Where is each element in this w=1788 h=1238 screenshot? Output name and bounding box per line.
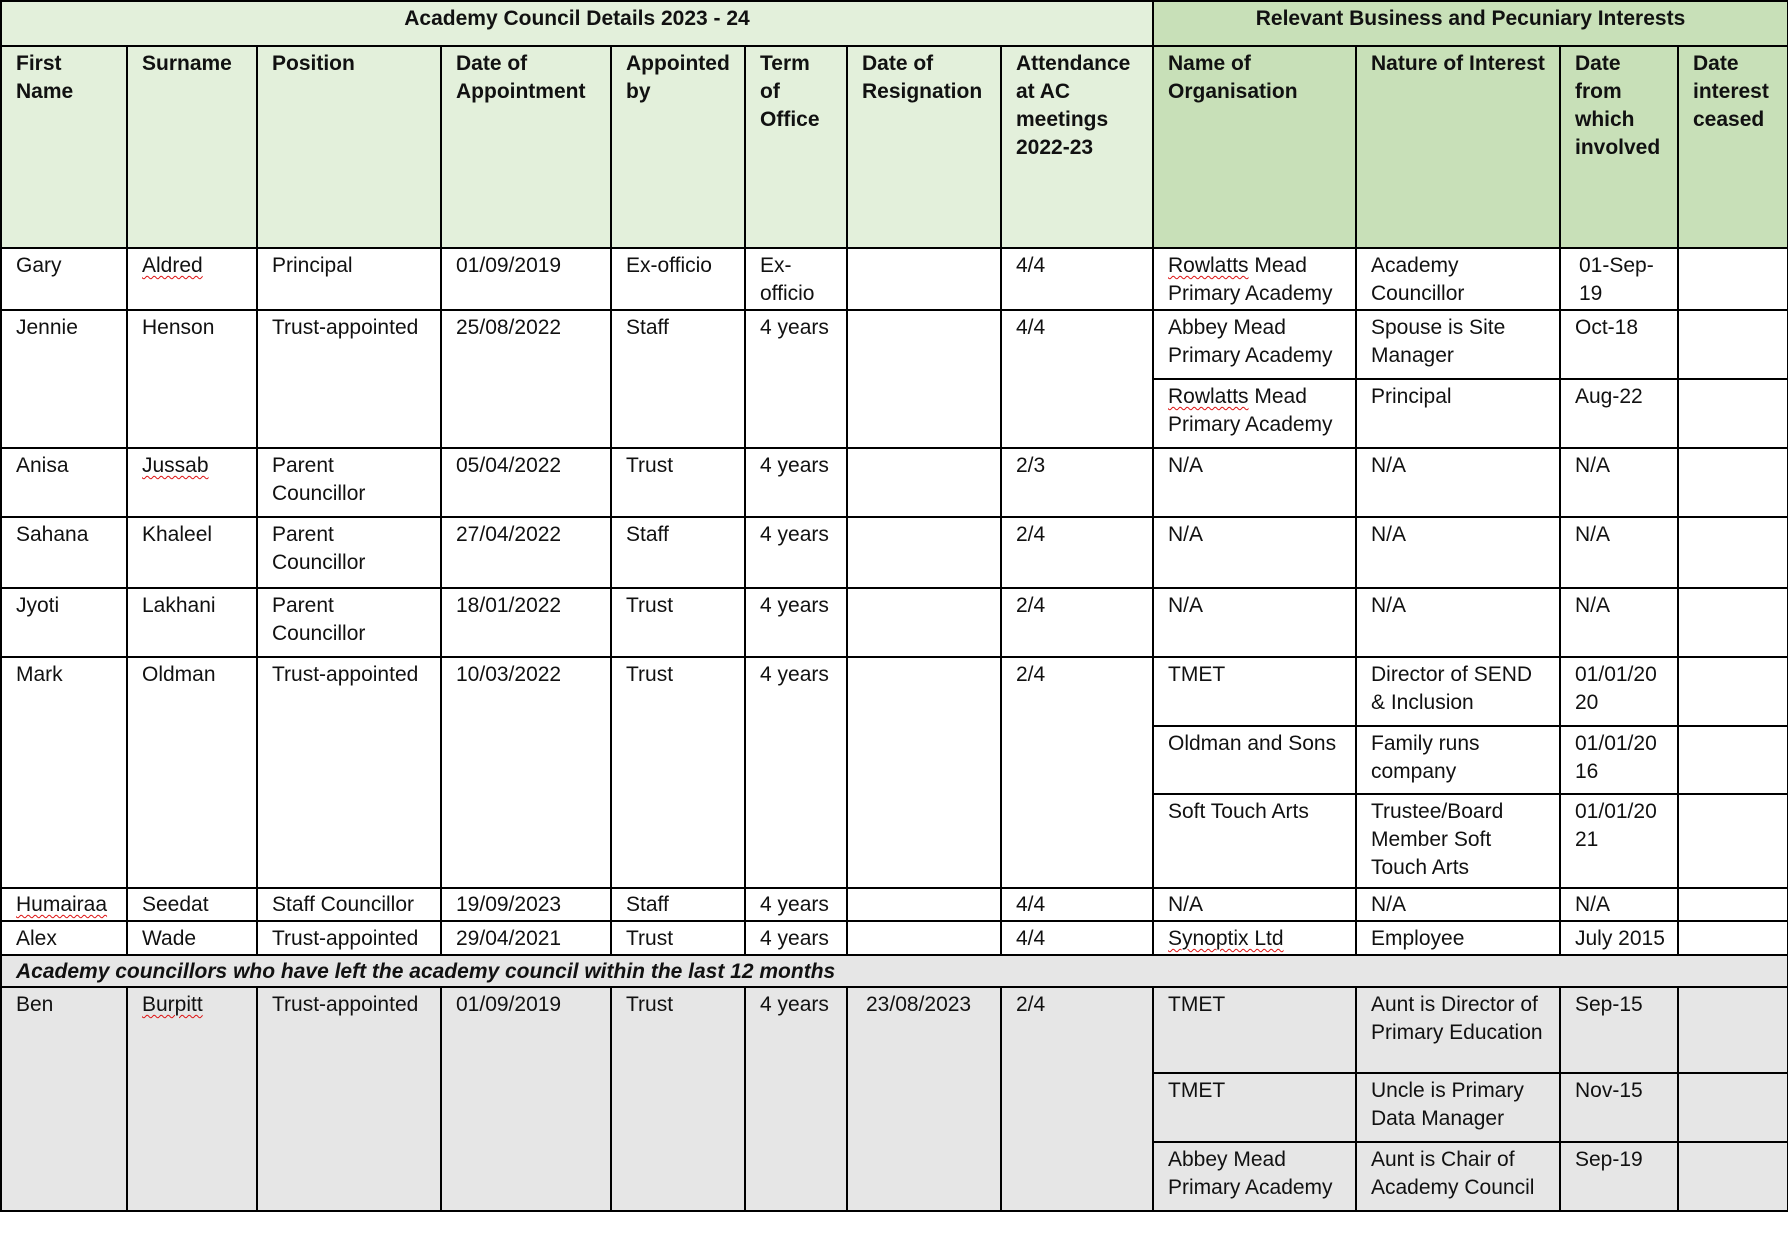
nature-of-interest-cell: Family runs company	[1356, 726, 1560, 794]
nature-of-interest-cell: Spouse is Site Manager	[1356, 310, 1560, 379]
attendance-cell: 2/4	[1001, 588, 1153, 657]
surname-cell: Henson	[127, 310, 257, 448]
nature-of-interest-cell: Principal	[1356, 379, 1560, 448]
organisation-cell: N/A	[1153, 588, 1356, 657]
table-row	[1, 588, 1788, 657]
table-row	[1, 248, 1788, 310]
date-ceased-cell	[1678, 921, 1788, 955]
date-ceased-cell	[1678, 794, 1788, 888]
nature-of-interest-cell: N/A	[1356, 517, 1560, 588]
header-date-of-resignation: Date of Resignation	[847, 46, 1001, 248]
term-of-office-cell: 4 years	[745, 310, 847, 448]
date-of-resignation-cell	[847, 517, 1001, 588]
organisation-cell: N/A	[1153, 888, 1356, 921]
nature-of-interest-cell: Trustee/Board Member Soft Touch Arts	[1356, 794, 1560, 888]
term-of-office-cell: 4 years	[745, 517, 847, 588]
former-members-banner: Academy councillors who have left the academy council within the last 12 months	[1, 955, 1788, 987]
date-from-cell: N/A	[1560, 448, 1678, 517]
term-of-office-cell: 4 years	[745, 448, 847, 517]
date-of-appointment-cell: 19/09/2023	[441, 888, 611, 921]
surname-cell: Seedat	[127, 888, 257, 921]
date-ceased-cell	[1678, 379, 1788, 448]
surname-text: Aldred	[142, 254, 203, 277]
first-name-cell: Alex	[1, 921, 127, 955]
term-of-office-cell: 4 years	[745, 921, 847, 955]
position-cell: Staff Councillor	[257, 888, 441, 921]
organisation-first-word: Rowlatts	[1168, 254, 1249, 277]
date-ceased-cell	[1678, 987, 1788, 1073]
appointed-by-cell: Staff	[611, 888, 745, 921]
date-of-appointment-cell: 29/04/2021	[441, 921, 611, 955]
appointed-by-cell: Ex-officio	[611, 248, 745, 310]
header-date-from-involved: Date from which involved	[1560, 46, 1678, 248]
section-title-interests: Relevant Business and Pecuniary Interests	[1153, 1, 1788, 46]
date-of-resignation-cell	[847, 921, 1001, 955]
appointed-by-cell: Trust	[611, 448, 745, 517]
attendance-cell: 2/4	[1001, 987, 1153, 1211]
date-of-appointment-cell: 25/08/2022	[441, 310, 611, 448]
header-date-interest-ceased: Date interest ceased	[1678, 46, 1788, 248]
date-from-cell: Sep-19	[1560, 1142, 1678, 1211]
date-of-resignation-cell	[847, 310, 1001, 448]
header-nature-of-interest: Nature of Interest	[1356, 46, 1560, 248]
position-cell: Trust-appointed	[257, 657, 441, 888]
surname-cell: Oldman	[127, 657, 257, 888]
nature-of-interest-cell: N/A	[1356, 888, 1560, 921]
position-cell: Parent Councillor	[257, 588, 441, 657]
surname-cell	[127, 987, 257, 1211]
organisation-cell: TMET	[1153, 987, 1356, 1073]
nature-of-interest-cell: Aunt is Director of Primary Education	[1356, 987, 1560, 1073]
date-from-cell: 01/01/2016	[1560, 726, 1678, 794]
position-cell: Trust-appointed	[257, 987, 441, 1211]
header-date-of-appointment: Date of Appointment	[441, 46, 611, 248]
first-name-cell: Ben	[1, 987, 127, 1211]
organisation-cell: TMET	[1153, 657, 1356, 726]
position-cell: Parent Councillor	[257, 517, 441, 588]
date-from-cell: Sep-15	[1560, 987, 1678, 1073]
nature-of-interest-cell: Employee	[1356, 921, 1560, 955]
date-ceased-cell	[1678, 1073, 1788, 1142]
date-from-cell: 01-Sep-19	[1560, 248, 1678, 310]
date-from-cell: N/A	[1560, 888, 1678, 921]
appointed-by-cell: Trust	[611, 657, 745, 888]
attendance-cell: 2/4	[1001, 517, 1153, 588]
table-row	[1, 657, 1788, 726]
organisation-cell: Abbey Mead Primary Academy	[1153, 310, 1356, 379]
position-cell: Trust-appointed	[257, 310, 441, 448]
header-surname: Surname	[127, 46, 257, 248]
first-name-text: Humairaa	[16, 893, 108, 916]
organisation-cell: Oldman and Sons	[1153, 726, 1356, 794]
organisation-first-word: Rowlatts	[1168, 385, 1249, 408]
attendance-cell: 4/4	[1001, 921, 1153, 955]
first-name-cell: Anisa	[1, 448, 127, 517]
date-from-cell: N/A	[1560, 588, 1678, 657]
organisation-cell: Abbey Mead Primary Academy	[1153, 1142, 1356, 1211]
surname-text: Burpitt	[142, 993, 203, 1016]
term-of-office-cell: 4 years	[745, 888, 847, 921]
date-of-appointment-cell: 05/04/2022	[441, 448, 611, 517]
attendance-cell: 2/4	[1001, 657, 1153, 888]
term-of-office-cell: 4 years	[745, 588, 847, 657]
date-of-appointment-cell: 01/09/2019	[441, 248, 611, 310]
surname-cell: Wade	[127, 921, 257, 955]
nature-of-interest-cell: N/A	[1356, 588, 1560, 657]
date-from-cell: Aug-22	[1560, 379, 1678, 448]
date-ceased-cell	[1678, 248, 1788, 310]
surname-cell	[127, 248, 257, 310]
date-ceased-cell	[1678, 517, 1788, 588]
attendance-cell: 4/4	[1001, 248, 1153, 310]
date-of-resignation-cell	[847, 888, 1001, 921]
date-of-resignation-cell	[847, 588, 1001, 657]
first-name-cell: Gary	[1, 248, 127, 310]
date-of-appointment-cell: 01/09/2019	[441, 987, 611, 1211]
date-ceased-cell	[1678, 726, 1788, 794]
nature-of-interest-cell: Aunt is Chair of Academy Council	[1356, 1142, 1560, 1211]
appointed-by-cell: Staff	[611, 310, 745, 448]
date-from-cell: Oct-18	[1560, 310, 1678, 379]
date-from-cell: 01/01/2020	[1560, 657, 1678, 726]
surname-cell: Lakhani	[127, 588, 257, 657]
attendance-cell: 4/4	[1001, 310, 1153, 448]
date-of-resignation-cell	[847, 657, 1001, 888]
appointed-by-cell: Trust	[611, 921, 745, 955]
surname-cell: Khaleel	[127, 517, 257, 588]
date-ceased-cell	[1678, 448, 1788, 517]
table-row	[1, 448, 1788, 517]
header-term-of-office: Term of Office	[745, 46, 847, 248]
date-ceased-cell	[1678, 1142, 1788, 1211]
organisation-cell: Rowlatts Mead Primary Academy	[1153, 248, 1356, 310]
date-of-resignation-cell	[847, 448, 1001, 517]
organisation-cell: TMET	[1153, 1073, 1356, 1142]
position-cell: Trust-appointed	[257, 921, 441, 955]
term-of-office-cell: Ex-officio	[745, 248, 847, 310]
organisation-cell	[1153, 921, 1356, 955]
date-of-resignation-cell: 23/08/2023	[847, 987, 1001, 1211]
first-name-cell	[1, 888, 127, 921]
organisation-cell: Soft Touch Arts	[1153, 794, 1356, 888]
date-ceased-cell	[1678, 310, 1788, 379]
attendance-cell: 4/4	[1001, 888, 1153, 921]
organisation-cell: N/A	[1153, 517, 1356, 588]
organisation-text: Synoptix Ltd	[1168, 927, 1284, 950]
appointed-by-cell: Staff	[611, 517, 745, 588]
column-header-row	[1, 46, 1788, 248]
position-cell: Parent Councillor	[257, 448, 441, 517]
first-name-cell: Sahana	[1, 517, 127, 588]
table-row	[1, 310, 1788, 379]
date-of-appointment-cell: 10/03/2022	[441, 657, 611, 888]
appointed-by-cell: Trust	[611, 588, 745, 657]
term-of-office-cell: 4 years	[745, 657, 847, 888]
table-row	[1, 921, 1788, 955]
first-name-cell: Mark	[1, 657, 127, 888]
date-ceased-cell	[1678, 588, 1788, 657]
first-name-cell: Jyoti	[1, 588, 127, 657]
former-members-banner-row	[1, 955, 1788, 987]
nature-of-interest-cell: Uncle is Primary Data Manager	[1356, 1073, 1560, 1142]
date-of-resignation-cell	[847, 248, 1001, 310]
appointed-by-cell: Trust	[611, 987, 745, 1211]
organisation-cell: Rowlatts Mead Primary Academy	[1153, 379, 1356, 448]
date-ceased-cell	[1678, 657, 1788, 726]
header-position: Position	[257, 46, 441, 248]
term-of-office-cell: 4 years	[745, 987, 847, 1211]
surname-text: Jussab	[142, 454, 209, 477]
table-row	[1, 888, 1788, 921]
surname-cell	[127, 448, 257, 517]
header-name-of-organisation: Name of Organisation	[1153, 46, 1356, 248]
date-of-appointment-cell: 27/04/2022	[441, 517, 611, 588]
first-name-cell: Jennie	[1, 310, 127, 448]
date-from-cell: Nov-15	[1560, 1073, 1678, 1142]
date-from-cell: N/A	[1560, 517, 1678, 588]
section-title-council-details: Academy Council Details 2023 - 24	[1, 1, 1153, 46]
organisation-cell: N/A	[1153, 448, 1356, 517]
header-first-name: First Name	[1, 46, 127, 248]
date-of-appointment-cell: 18/01/2022	[441, 588, 611, 657]
table-row	[1, 517, 1788, 588]
attendance-cell: 2/3	[1001, 448, 1153, 517]
nature-of-interest-cell: N/A	[1356, 448, 1560, 517]
position-cell: Principal	[257, 248, 441, 310]
date-ceased-cell	[1678, 888, 1788, 921]
date-from-cell: 01/01/2021	[1560, 794, 1678, 888]
header-attendance: Attendance at AC meetings 2022-23	[1001, 46, 1153, 248]
header-appointed-by: Appointed by	[611, 46, 745, 248]
table-row	[1, 987, 1788, 1073]
nature-of-interest-cell: Academy Councillor	[1356, 248, 1560, 310]
nature-of-interest-cell: Director of SEND & Inclusion	[1356, 657, 1560, 726]
date-from-cell: July 2015	[1560, 921, 1678, 955]
